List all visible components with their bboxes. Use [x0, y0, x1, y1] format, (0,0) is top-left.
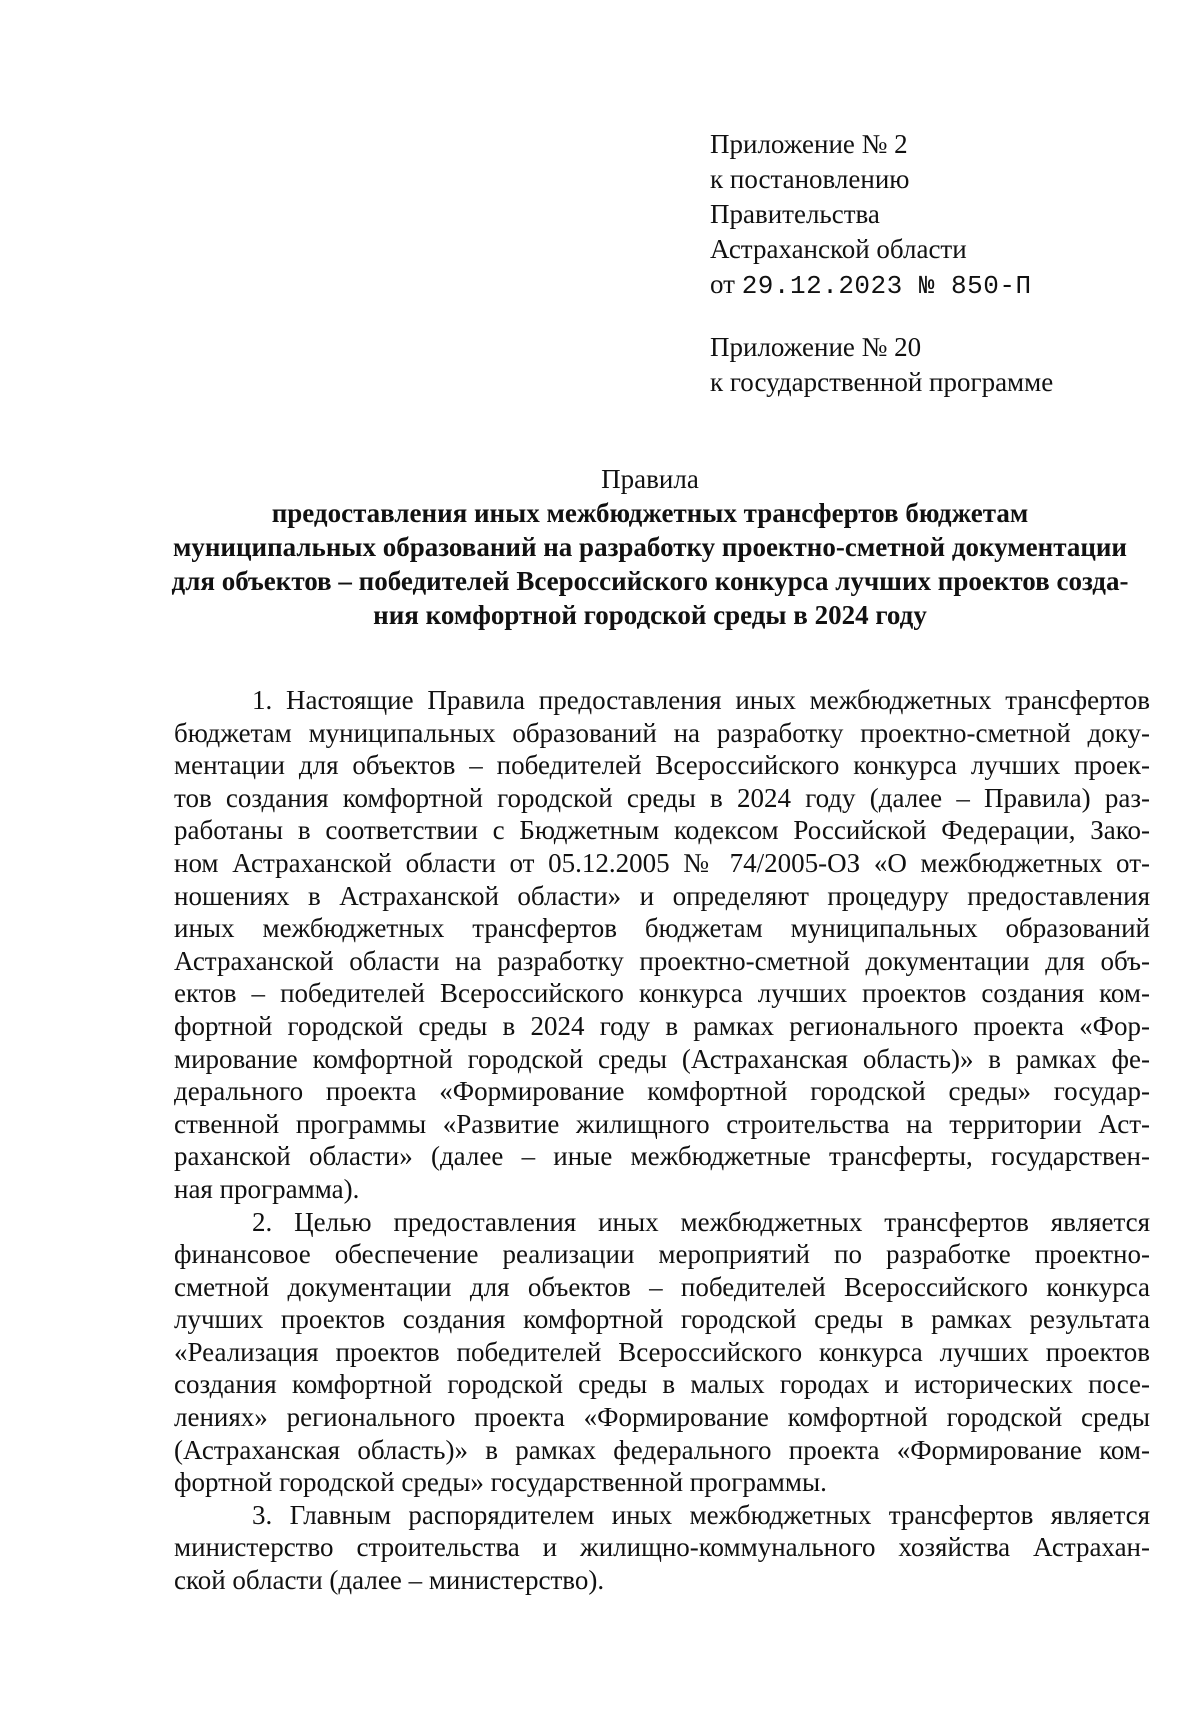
paragraph-line: фортной городской среды в 2024 году в рамках регионального проекта «Фор- [174, 1010, 1150, 1041]
title-line-1: предоставления иных межбюджетных трансфертов бюджетам [271, 498, 1029, 528]
paragraph-line: (Астраханская область)» в рамках федерального проекта «Формирование ком- [174, 1434, 1150, 1465]
annex-block [710, 330, 1150, 400]
paragraph-line: ном Астраханской области от 05.12.2005 № 74/2005-ОЗ «О межбюджетных от- [174, 847, 1150, 878]
paragraph-line: ственной программы «Развитие жилищного строительства на территории Аст- [174, 1108, 1150, 1139]
paragraph-line: мирование комфортной городской среды (Астраханская область)» в рамках фе- [174, 1043, 1150, 1074]
paragraph-line: работаны в соответствии с Бюджетным кодексом Российской Федерации, Зако- [174, 815, 1150, 846]
title-line-4: ния комфортной городской среды в 2024 году [373, 600, 927, 630]
approval-annex-number: Приложение № 2 [710, 129, 908, 159]
paragraph-line: «Реализация проектов победителей Всероссийского конкурса лучших проектов [174, 1336, 1150, 1367]
paragraph-line: 3. Главным распорядителем иных межбюджетных трансфертов является [252, 1499, 1150, 1530]
paragraph-line: ношениях в Астраханской области» и определяют процедуру предоставления [174, 880, 1150, 911]
title-main: Правила [601, 464, 699, 494]
paragraph-1 [174, 684, 1150, 1206]
paragraph-line: 2. Целью предоставления иных межбюджетных трансфертов является [252, 1206, 1150, 1237]
paragraph-line: лениях» регионального проекта «Формирование комфортной городской среды [174, 1402, 1150, 1433]
paragraph-line: дерального проекта «Формирование комфортной городской среды» государ- [174, 1076, 1150, 1107]
title-line-2: муниципальных образований на разработку проектно-сметной документации [172, 532, 1127, 562]
paragraph-3 [174, 1499, 1150, 1597]
paragraph-line: ная программа). [174, 1173, 360, 1204]
approval-date-number: 29.12.2023 № 850-П [741, 271, 1032, 301]
paragraph-line: тов создания комфортной городской среды в 2024 году (далее – Правила) раз- [174, 782, 1150, 813]
document-body [174, 684, 1150, 1597]
paragraph-line: финансовое обеспечение реализации мероприятий по разработке проектно- [174, 1239, 1150, 1270]
approval-date-line [710, 267, 1150, 304]
paragraph-line: ской области (далее – министерство). [174, 1565, 605, 1596]
approval-date-prefix: от [710, 269, 735, 299]
title-line-3: для объектов – победителей Всероссийского конкурса лучших проектов созда- [171, 566, 1129, 596]
document-title [150, 462, 1150, 632]
paragraph-line: министерство строительства и жилищно-коммунального хозяйства Астрахан- [174, 1532, 1150, 1563]
paragraph-line: раханской области» (далее – иные межбюджетные трансферты, государствен- [174, 1141, 1150, 1172]
paragraph-line: бюджетам муниципальных образований на разработку проектно-сметной доку- [174, 717, 1150, 748]
paragraph-line: сметной документации для объектов – победителей Всероссийского конкурса [174, 1271, 1150, 1302]
paragraph-line: иных межбюджетных трансфертов бюджетам муниципальных образований [174, 913, 1150, 944]
paragraph-line: Астраханской области на разработку проектно-сметной документации для объ- [174, 945, 1150, 976]
approval-stamp-block [710, 127, 1150, 304]
paragraph-line: 1. Настоящие Правила предоставления иных межбюджетных трансфертов [252, 685, 1150, 715]
paragraph-line: ментации для объектов – победителей Всероссийского конкурса лучших проек- [174, 750, 1150, 781]
approval-region-label: Астраханской области [710, 234, 967, 264]
paragraph-2 [174, 1206, 1150, 1499]
paragraph-line: создания комфортной городской среды в малых городах и исторических посе- [174, 1369, 1150, 1400]
paragraph-line: фортной городской среды» государственной программы. [174, 1467, 827, 1498]
annex-number: Приложение № 20 [710, 332, 922, 362]
paragraph-line: ектов – победителей Всероссийского конкурса лучших проектов создания ком- [174, 978, 1150, 1009]
annex-program-label: к государственной программе [710, 367, 1054, 397]
approval-resolution-label: к постановлению [710, 164, 910, 194]
paragraph-line: лучших проектов создания комфортной городской среды в рамках результата [174, 1304, 1150, 1335]
approval-government-label: Правительства [710, 199, 880, 229]
